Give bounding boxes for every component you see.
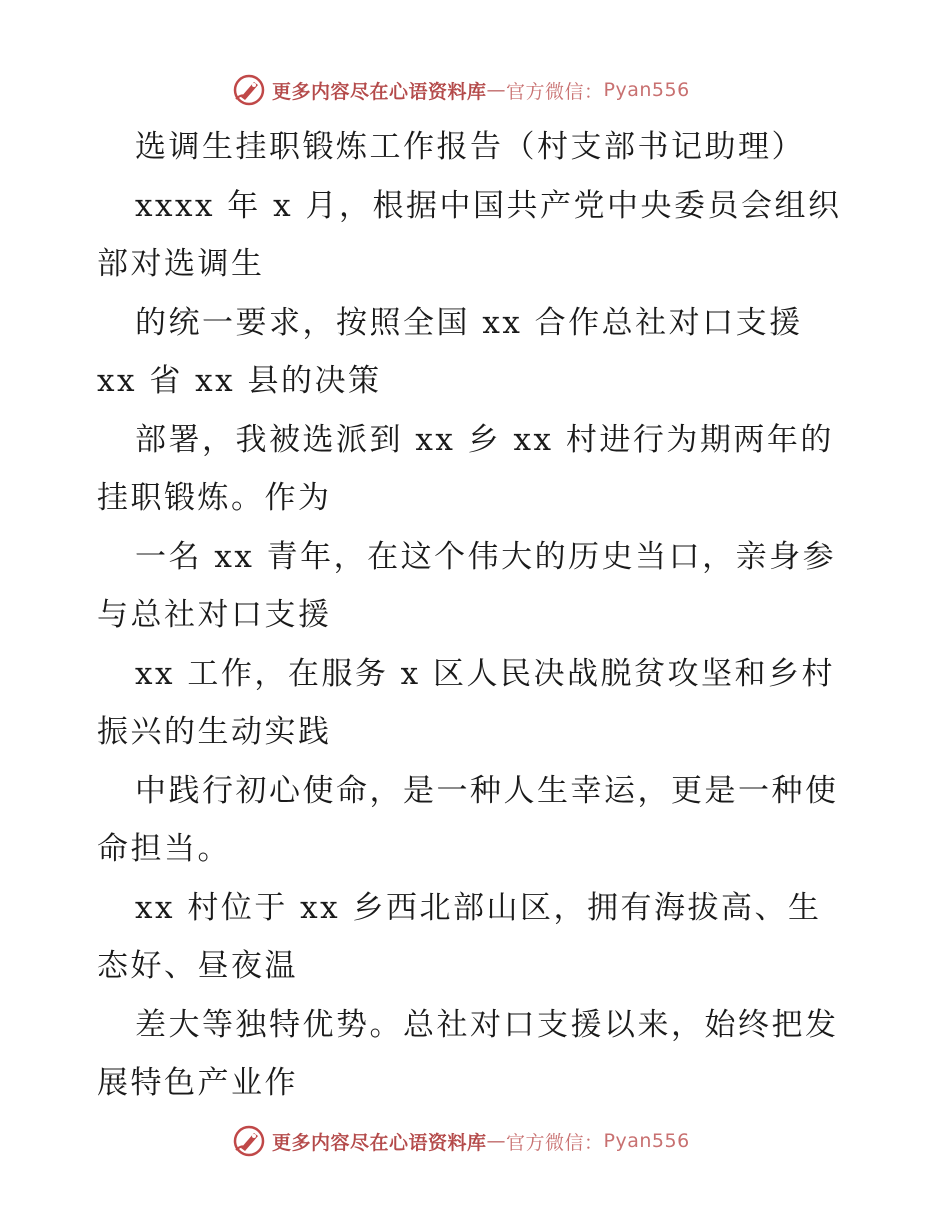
document-line: 与总社对口支援 (97, 597, 332, 633)
document-line: 部署，我被选派到 xx 乡 xx 村进行为期两年的 (135, 421, 834, 458)
watermark-main-text: 更多内容尽在心语资料库 (272, 1131, 487, 1154)
watermark-wechat-id: Pyan556 (603, 1130, 690, 1152)
document-line: 命担当。 (97, 831, 231, 867)
footer-watermark (232, 1123, 690, 1159)
watermark-dash: — (486, 1130, 507, 1152)
document-line: 中践行初心使命，是一种人生幸运，更是一种使 (135, 772, 839, 809)
document-line: 的统一要求，按照全国 xx 合作总社对口支援 (135, 304, 803, 341)
document-line: 差大等独特优势。总社对口支援以来，始终把发 (135, 1006, 839, 1043)
document-line: 挂职锻炼。作为 (97, 480, 332, 516)
document-body (97, 118, 867, 1113)
document-line: 选调生挂职锻炼工作报告（村支部书记助理） (135, 129, 805, 165)
watermark-main-text: 更多内容尽在心语资料库 (272, 80, 487, 103)
document-line: xx 省 xx 县的决策 (97, 363, 382, 399)
watermark-dash: — (486, 79, 507, 101)
pen-nib-logo-icon (232, 1124, 266, 1158)
document-line: xx 工作，在服务 x 区人民决战脱贫攻坚和乡村 (135, 655, 836, 692)
document-line: 振兴的生动实践 (97, 714, 332, 750)
document-line: xxxx 年 x 月，根据中国共产党中央委员会组织 (135, 187, 842, 224)
document-line: 展特色产业作 (97, 1065, 298, 1101)
watermark-sub-text: 官方微信： (506, 1131, 604, 1154)
document-line: xx 村位于 xx 乡西北部山区，拥有海拔高、生 (135, 889, 822, 926)
document-line: 部对选调生 (97, 246, 265, 282)
watermark-sub-text: 官方微信： (506, 80, 604, 103)
header-watermark (232, 72, 690, 108)
pen-nib-logo-icon (232, 73, 266, 107)
document-line: 一名 xx 青年，在这个伟大的历史当口，亲身参 (135, 538, 837, 575)
watermark-wechat-id: Pyan556 (603, 79, 690, 101)
document-line: 态好、昼夜温 (97, 948, 298, 984)
